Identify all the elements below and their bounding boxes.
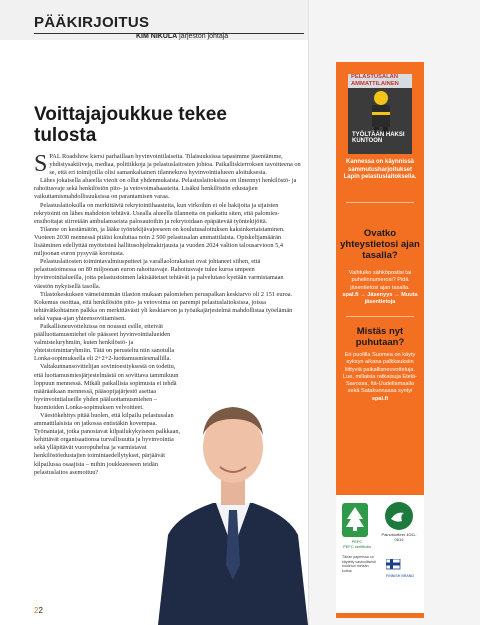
paragraph-3: Pelastuslaitoksilla on merkittäviä rekrytointihaasteita, kun virkoihin ei ole hakijoita ja sijaisten rekrytointi on lähes mahdoton tehtävä. Usealla alueella tilannetta on paikattu siten, että palomies-ensihoitajat siirretään ambulansseista palosautoihin ja rekrytoidaan epäpätevää työntekijöitä. bbox=[34, 201, 280, 225]
paragraph-7: Paikallisneuvotteluissa on noussut esille, etteivät päälluottamusmiehet ole päässeet hyvinvointialueiden valmisteluryhmiin, kuten henkilöstö- ja yhteistoimintaryhmiin. Tätä on perusteltu niin sanotulla Lonka-sopimuksella eli 2+2+2-luottamusmiesmallilla. bbox=[34, 322, 175, 363]
magazine-description: Kannessa on käynnissä sammutusharjoitukset Lapin pelastuslaitoksella. bbox=[343, 159, 417, 180]
magazine-caption: TYÖLTÄÄN HAKSI KUNTOON bbox=[352, 132, 405, 144]
contact-update-body: Vaihtuiko sähköpostisi tai puhelinnumerosi? Pidä jäsentietosi ajan tasalla. spal.fi → Jäsenyys → Muuta jäsentietoja bbox=[342, 270, 418, 306]
finnish-brand-text: FINNISH BRAND bbox=[386, 574, 414, 578]
pefc-tree-icon bbox=[342, 503, 368, 537]
ecolabel-text: Painotuotteet 4041-0619 bbox=[381, 532, 417, 542]
paragraph-6: Tilastokeskuksen vämeisimmän tilaston mukaan palomiehen peruspalkan keskiarvo oli 2 151 euroa. Kokemus osoittaa, että henkilöstön pito- ja vetovoima on parempi pelastuslaitoksissa, joissa tehtävätkohtainen palkka on merkittävästi yli keskiarvon ja työaikajärjestelmä mahdollistaa työelämän sekä vapaa-ajan yhteensovittamisen. bbox=[34, 290, 293, 322]
article-headline: Voittajajoukkue tekee tulosta bbox=[34, 104, 227, 146]
magazine-cover bbox=[348, 74, 412, 154]
byline bbox=[136, 33, 228, 40]
paragraph-5: Pelastuslaitosten toimintavalmiusputteet ja varallaolorakaisut ovat johtaneet siihen, että pelastustoimessa on 80 miljoonan euron rahoitusvaje. Rahoitusvaje tulee kuroa umpeen hyvinvointialueilla, jotta pelastustoimen lakisääteiset tehtävät ja palvelutaso kyetään varmistamaan väestön nykyisellä tasolla. bbox=[34, 258, 284, 290]
paragraph-2: Lähes jokaisella alueella vieoit on ollut yhdenmukaista. Pelastuslaitoksissa on ilmennyt henkilöstö- ja rahoitusvaje sekä henkilöstön pito- ja vetovoimahaasteita. Lisäksi henkilöstön edustajien vaikuttamismahdollisuuksissa on parantamisen varaa. bbox=[34, 177, 297, 201]
sidebar-rule bbox=[346, 202, 414, 203]
paragraph-8: Valtakunnansovittelijan sovintoesityksestä on todettu, että luottamusmiesjärjestelmästä on sovittava tammikuun loppuun mennessä. Mikäli paikallista sopimusta ei tehdä määräaikaan mennessä, pääsopijajärjestö asettaa hyvinvointialueille yhden pääluottamusmiehen – huomioiden Lonka-sopimuksen velvoitteet. bbox=[34, 363, 179, 411]
news-title: Mistäs nyt puhutaan? bbox=[355, 326, 405, 348]
magazine-title: PELASTUSALAN AMMATTILAINEN bbox=[348, 74, 412, 88]
author-photo bbox=[158, 375, 308, 625]
finnish-brand-icon bbox=[386, 559, 416, 581]
certification-box bbox=[336, 495, 424, 613]
section-title: PÄÄKIRJOITUS bbox=[34, 14, 150, 31]
pefc-text: PEFC PEFC sertifioitu bbox=[343, 539, 371, 549]
pefc-logo bbox=[342, 503, 368, 537]
paragraph-9: Väestökehitys pitää huolen, että kilpailu pelastusalan ammattilaisista on jatkossa entistäkin kovempaa. Työnantajat, jotka panostavat kilpailukykyiseen palkkaan, kehittävät organisaationsa turvallisuutta ja hyvinvointia sekä ylläpitävät vuoropuhelua ja varmistavat henkilöstöedustajien toimintaedellytykset, pärjäävät kilpailussa osaajista – mihin joukkueeseen teidän pelastuslaitos asemoituu? bbox=[34, 412, 181, 476]
contact-update-title: Ovatko yhteystietosi ajan tasalla? bbox=[340, 228, 420, 261]
swan-ecolabel-icon bbox=[384, 501, 414, 531]
paragraph-1: SPAL Roadshow kiersi parhaillaan hyvinvointilaiseita. Tilaisuuksissa tapasimme jäseniämme, yhdistysaktiiveja, mediaa, politiikkoja ja pelastuslaitosten johtoa. Paikalliskierroksen tavoitteena on se, että eri toimijoilla olisi samankaltainen tilannekuva hyvinvointialueen aloituksesta. bbox=[34, 151, 301, 177]
contact-update-link[interactable]: spal.fi → Jäsenyys → Muuta jäsentietoja bbox=[342, 291, 418, 306]
firefighter-icon bbox=[366, 90, 396, 134]
author-role: järjestön johtaja bbox=[179, 33, 229, 40]
paragraph-4: Tilanne on kestämätön, ja lääke työntekijävajeeseen on koulutusaloituksen kaksinkertaistaminen. Vuoteen 2030 mennessä pitäisi kouluttaa noin 2 500 pelastusalan ammattilaista. Opiskelijamäärän lisääminen edellyttää myöteisteä hallitusohjelmakirjausta ja vuoden 2024 valtion talousarvioon 5,4 miljoonan euron pysyvää korotusta. bbox=[34, 225, 285, 258]
news-link[interactable]: spal.fi bbox=[371, 395, 389, 402]
drop-cap: S bbox=[34, 151, 48, 177]
page-number: 22 bbox=[34, 606, 43, 615]
news-body: Eri puolilla Suomea on käyty syksyn aikana palkkauksiin liittyviä paikallisneuvotteluja. Lue, millaisia ratkaisuja Etelä-Savossa, Itä-Uudellamaalla sekä Satakunnassa syntyi spal.fi bbox=[343, 352, 417, 402]
sidebar-rule-2 bbox=[346, 316, 414, 317]
paper-note: Tähän paperissa on käytetty vastuullisesti hoidetun metsän kuitua bbox=[342, 555, 376, 573]
author-name: KIM NIKULA bbox=[136, 33, 178, 40]
